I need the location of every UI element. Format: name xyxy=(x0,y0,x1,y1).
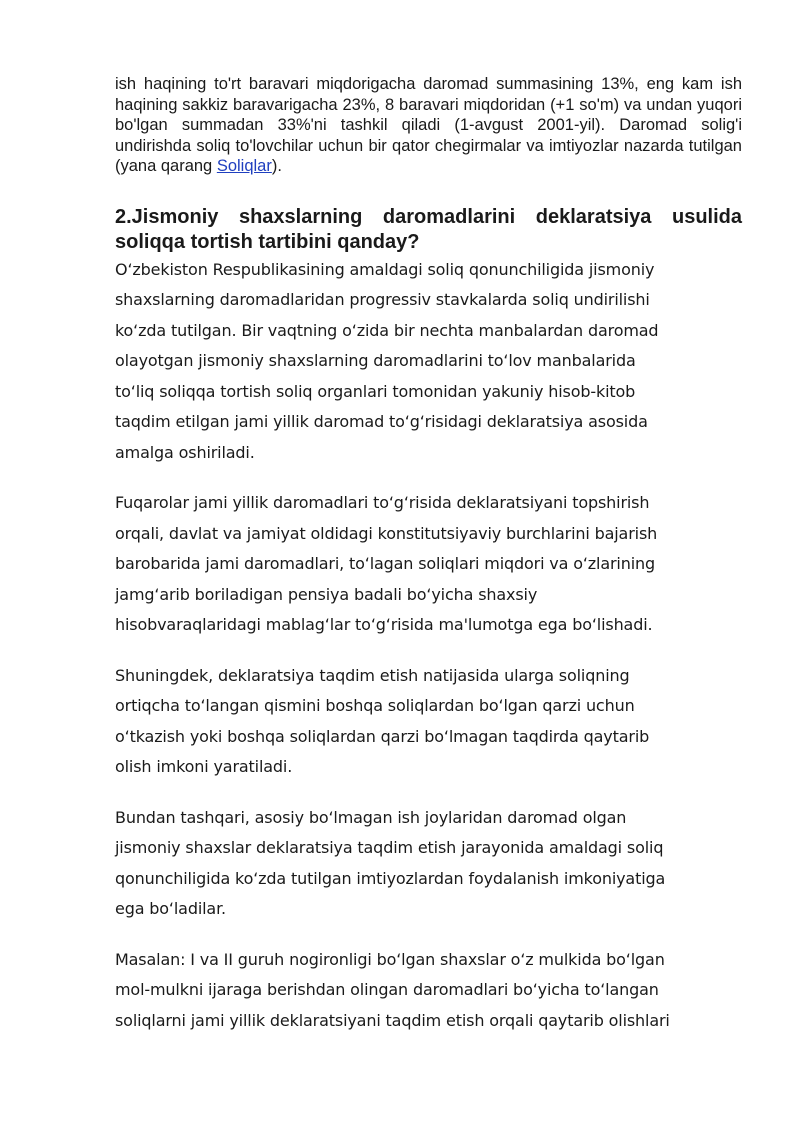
paragraph-line: Fuqarolar jami yillik daromadlari to‘g‘risida deklaratsiyani topshirish xyxy=(115,493,650,512)
paragraph-line: hisobvaraqlaridagi mablag‘lar to‘g‘risida ma'lumotga ega bo‘lishadi. xyxy=(115,615,653,634)
paragraph-line: Masalan: I va II guruh nogironligi bo‘lgan shaxslar o‘z mulkida bo‘lgan xyxy=(115,949,665,969)
paragraph-line: olayotgan jismoniy shaxslarning daromadlarini to‘lov manbalarida xyxy=(115,351,636,370)
paragraph-line: shaxslarning daromadlaridan progressiv stavkalarda soliq undirilishi xyxy=(115,290,650,309)
paragraph-line: ortiqcha to‘langan qismini boshqa soliqlardan bo‘lgan qarzi uchun xyxy=(115,696,635,715)
paragraph-line: barobarida jami daromadlari, to‘lagan soliqlari miqdori va o‘zlarining xyxy=(115,554,655,573)
paragraph-line: soliqlarni jami yillik deklaratsiyani taqdim etish orqali qaytarib olishlari xyxy=(115,1010,670,1030)
paragraph-5 xyxy=(115,945,742,1037)
paragraphs-container xyxy=(115,255,742,1037)
paragraph-3 xyxy=(115,661,742,783)
paragraph-line: jamg‘arib boriladigan pensiya badali bo‘yicha shaxsiy xyxy=(115,584,538,604)
section-heading: 2.Jismoniy shaxslarning daromadlarini deklaratsiya usulida soliqqa tortish tartibini qanday? xyxy=(115,205,742,253)
paragraph-4 xyxy=(115,803,742,925)
paragraph-line: O‘zbekiston Respublikasining amaldagi soliq qonunchiligida jismoniy xyxy=(115,259,655,279)
paragraph-line: Shuningdek, deklaratsiya taqdim etish natijasida ularga soliqning xyxy=(115,665,630,685)
soliqlar-link[interactable]: Soliqlar xyxy=(216,157,272,175)
intro-text-end: ). xyxy=(271,157,282,175)
intro-text: ish haqining to'rt baravari miqdorigacha daromad summasining 13%, eng kam ish haqining sakkiz baravarigacha 23%, 8 baravari miqdoridan (+1 so'm) va undan yuqori bo'lgan summadan 33%'ni tashkil qiladi (1-avgust 2001-yil). Daromad solig'i undirishda soliq to'lovchilar uchun bir qator chegirmalar va imtiyozlar nazarda tutilgan (yana qarang xyxy=(115,75,742,175)
paragraph-line: jismoniy shaxslar deklaratsiya taqdim etish jarayonida amaldagi soliq xyxy=(115,838,664,857)
intro-paragraph xyxy=(115,74,742,177)
paragraph-line: Bundan tashqari, asosiy bo‘lmagan ish joylaridan daromad olgan xyxy=(115,807,627,827)
paragraph-1 xyxy=(115,255,742,469)
paragraph-line: qonunchiligida ko‘zda tutilgan imtiyozlardan foydalanish imkoniyatiga xyxy=(115,868,666,888)
paragraph-line: o‘tkazish yoki boshqa soliqlardan qarzi bo‘lmagan taqdirda qaytarib xyxy=(115,726,650,746)
paragraph-line: ega bo‘ladilar. xyxy=(115,899,226,918)
paragraph-line: ko‘zda tutilgan. Bir vaqtning o‘zida bir nechta manbalardan daromad xyxy=(115,320,659,340)
paragraph-line: amalga oshiriladi. xyxy=(115,442,255,462)
paragraph-line: mol-mulkni ijaraga berishdan olingan daromadlari bo‘yicha to‘langan xyxy=(115,980,659,999)
document-page xyxy=(115,74,742,1036)
paragraph-line: taqdim etilgan jami yillik daromad to‘g‘risidagi deklaratsiya asosida xyxy=(115,412,648,431)
paragraph-2 xyxy=(115,488,742,641)
paragraph-line: olish imkoni yaratiladi. xyxy=(115,757,293,776)
paragraph-line: orqali, davlat va jamiyat oldidagi konstitutsiyaviy burchlarini bajarish xyxy=(115,523,658,543)
paragraph-line: to‘liq soliqqa tortish soliq organlari tomonidan yakuniy hisob-kitob xyxy=(115,381,636,401)
